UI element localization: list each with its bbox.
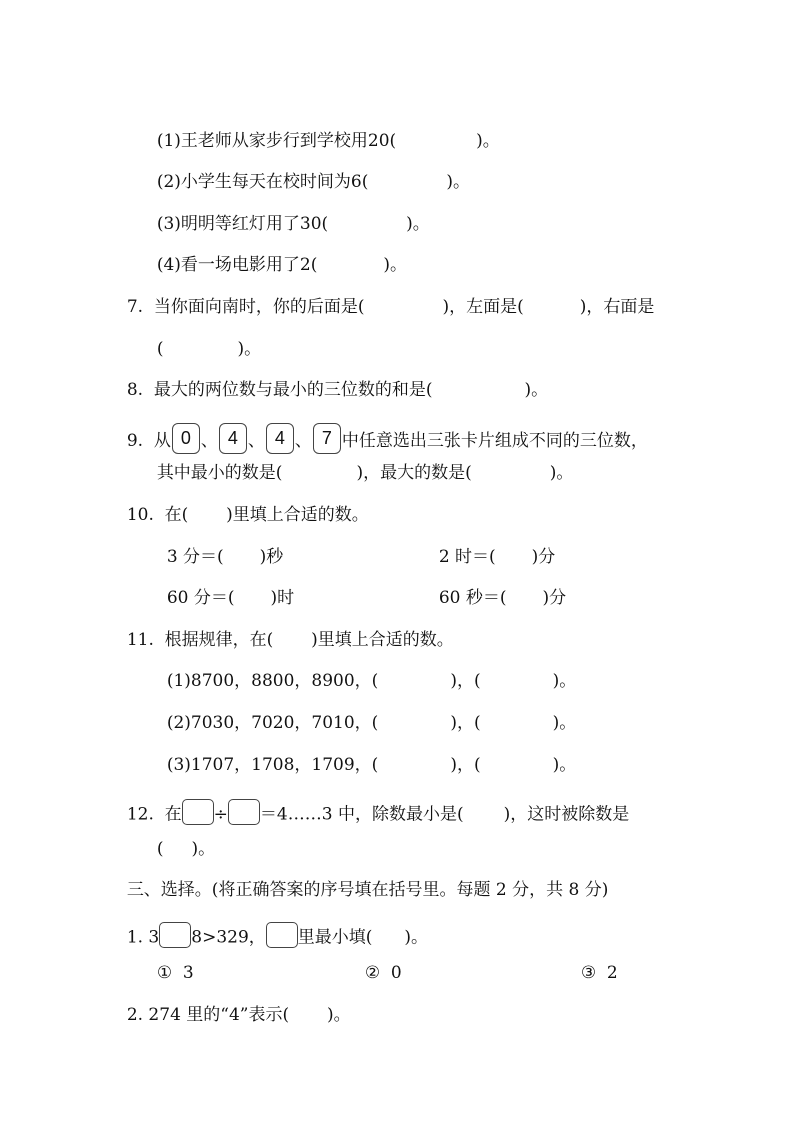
q7-close: )。 <box>237 339 262 359</box>
q11-row-1 <box>156 648 576 692</box>
q6-close: )。 <box>406 214 430 234</box>
q7-text-b: )，左面是( <box>442 297 524 317</box>
blank-box <box>266 922 298 948</box>
section-3-title <box>116 857 608 901</box>
q6-item-2 <box>146 149 470 193</box>
q10-item-4 <box>428 565 566 609</box>
q6-item-3 <box>146 191 430 235</box>
q7-open: ( <box>156 339 164 359</box>
q11-title <box>116 607 454 651</box>
q10-item-1-b: )秒 <box>259 547 284 567</box>
c1-option-2-text: ② 0 <box>364 963 402 983</box>
q10-item-2-a: 2 时＝( <box>438 547 496 567</box>
q11-row-3 <box>156 732 576 776</box>
q12-line-2 <box>146 816 215 860</box>
q10-item-3-a: 60 分＝( <box>166 588 235 608</box>
q11-mid: )，( <box>450 671 481 691</box>
q9-line-2 <box>146 440 573 484</box>
q11-end: )。 <box>552 755 577 775</box>
q11-title-text: 11. 根据规律，在( )里填上合适的数。 <box>126 630 454 650</box>
c1-option-3 <box>570 940 618 984</box>
q6-item-4-text: (4)看一场电影用了2( <box>156 255 318 275</box>
number-card: 4 <box>219 423 247 454</box>
q10-title-text: 10. 在( )里填上合适的数。 <box>126 505 369 525</box>
q9-text-a: 9. 从 <box>126 431 171 451</box>
c1-text-b: 8>329， <box>191 927 266 948</box>
q10-title <box>116 482 369 526</box>
q6-close: )。 <box>446 172 470 192</box>
q11-end: )。 <box>552 713 577 733</box>
q10-item-3 <box>156 565 294 609</box>
q10-item-1 <box>156 524 283 568</box>
q9-text-b: 中任意选出三张卡片组成不同的三位数， <box>341 431 648 451</box>
q11-row-1-text: (1)8700，8800，8900，( <box>166 671 379 691</box>
blank-box <box>228 799 260 825</box>
c1-text-a: 1. 3 <box>126 927 160 948</box>
section-3-title-text: 三、选择。(将正确答案的序号填在括号里。每题 2 分，共 8 分) <box>126 880 609 900</box>
q12-text-b: ＝4……3 中，除数最小是( <box>259 804 464 825</box>
q6-item-4 <box>146 232 407 276</box>
q9-text-d: )，最大的数是( <box>356 463 472 483</box>
q10-item-1-a: 3 分＝( <box>166 547 224 567</box>
q8-text-b: )。 <box>524 380 549 400</box>
q6-item-2-text: (2)小学生每天在校时间为6( <box>156 172 369 192</box>
card-separator: 、 <box>247 431 265 451</box>
q11-row-2-text: (2)7030，7020，7010，( <box>166 713 379 733</box>
q11-row-3-text: (3)1707，1708，1709，( <box>166 755 379 775</box>
q10-item-4-a: 60 秒＝( <box>438 588 507 608</box>
c1-option-1 <box>146 940 194 984</box>
q12-open: ( <box>156 839 164 859</box>
q11-mid: )，( <box>450 755 481 775</box>
q12-text-a: 12. 在 <box>126 804 182 825</box>
q6-close: )。 <box>476 131 500 151</box>
q12-close: )。 <box>191 839 216 859</box>
c2-line <box>116 982 351 1026</box>
division-sign: ÷ <box>213 804 228 825</box>
q9-text-e: )。 <box>549 463 574 483</box>
q9-text-c: 其中最小的数是( <box>156 463 283 483</box>
c1-option-3-text: ③ 2 <box>580 963 618 983</box>
c1-option-1-text: ① 3 <box>156 963 194 983</box>
q10-item-2-b: )分 <box>531 547 556 567</box>
q6-close: )。 <box>383 255 407 275</box>
q10-item-4-b: )分 <box>542 588 567 608</box>
q7-text-a: 7. 当你面向南时，你的后面是( <box>126 297 365 317</box>
q8-text-a: 8. 最大的两位数与最小的三位数的和是( <box>126 380 433 400</box>
card-separator: 、 <box>294 431 312 451</box>
q8-line <box>116 357 548 401</box>
q7-line-1 <box>116 274 654 318</box>
c1-text-c: 里最小填( <box>297 927 373 948</box>
q11-mid: )，( <box>450 713 481 733</box>
q11-row-2 <box>156 690 576 734</box>
c2-text: 2. 274 里的“4”表示( )。 <box>126 1005 351 1025</box>
q6-item-1-text: (1)王老师从家步行到学校用20( <box>156 131 397 151</box>
number-card: 0 <box>172 423 200 454</box>
c1-option-2 <box>354 940 402 984</box>
q7-line-2 <box>146 316 261 360</box>
q7-text-c: )，右面是 <box>579 297 655 317</box>
q11-end: )。 <box>552 671 577 691</box>
q12-text-c: )，这时被除数是 <box>503 804 630 825</box>
q6-item-3-text: (3)明明等红灯用了30( <box>156 214 329 234</box>
card-separator: 、 <box>200 431 218 451</box>
number-card: 7 <box>313 423 341 454</box>
c1-text-d: )。 <box>404 927 429 948</box>
q10-item-2 <box>428 524 555 568</box>
q6-item-1 <box>146 108 500 152</box>
number-card: 4 <box>266 423 294 454</box>
q10-item-3-b: )时 <box>270 588 295 608</box>
